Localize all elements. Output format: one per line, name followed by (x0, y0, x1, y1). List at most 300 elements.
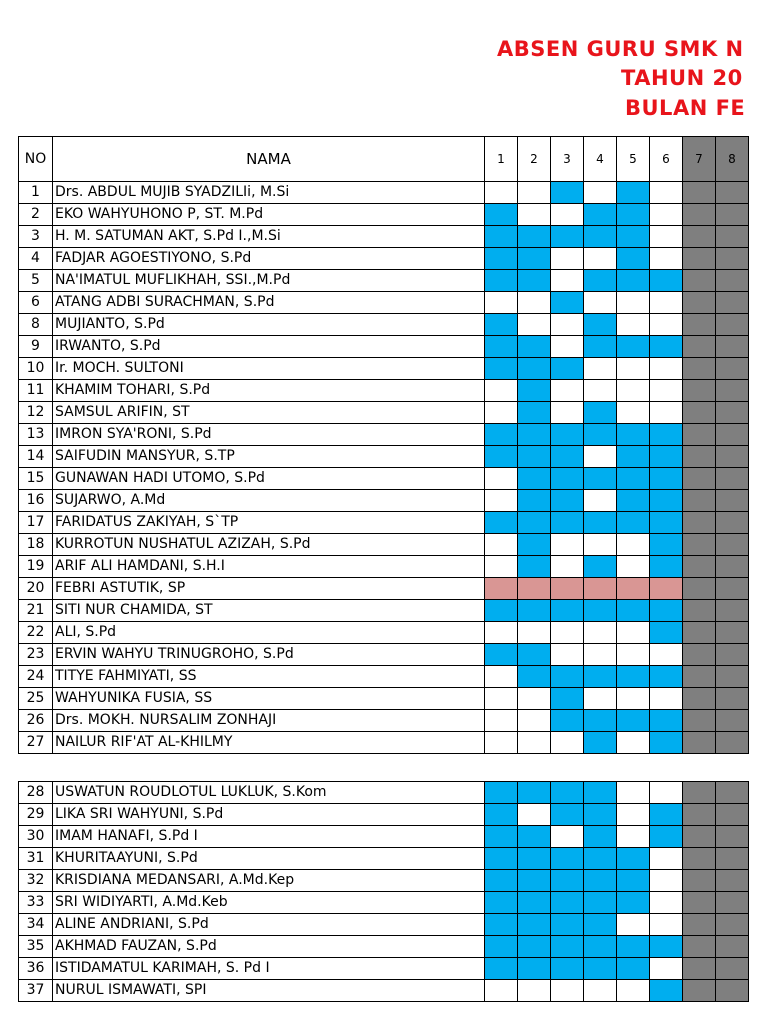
day-cell-present[interactable] (485, 870, 518, 892)
day-cell-present[interactable] (485, 424, 518, 446)
day-cell-off[interactable] (716, 892, 749, 914)
day-cell-present[interactable] (617, 600, 650, 622)
day-cell-highlight[interactable] (617, 578, 650, 600)
day-cell-off[interactable] (716, 710, 749, 732)
day-cell-present[interactable] (584, 600, 617, 622)
day-cell-present[interactable] (584, 666, 617, 688)
day-cell-off[interactable] (683, 732, 716, 754)
day-cell-off[interactable] (716, 292, 749, 314)
day-cell-empty[interactable] (485, 666, 518, 688)
day-cell-empty[interactable] (518, 182, 551, 204)
day-cell-present[interactable] (617, 182, 650, 204)
day-cell-empty[interactable] (485, 468, 518, 490)
day-cell-present[interactable] (584, 848, 617, 870)
day-cell-off[interactable] (683, 804, 716, 826)
day-cell-present[interactable] (551, 468, 584, 490)
header-name: NAMA (53, 137, 485, 182)
day-cell-off[interactable] (716, 226, 749, 248)
day-cell-present[interactable] (485, 512, 518, 534)
day-cell-off[interactable] (683, 782, 716, 804)
day-cell-off[interactable] (716, 556, 749, 578)
day-cell-off[interactable] (683, 248, 716, 270)
day-cell-empty[interactable] (650, 914, 683, 936)
day-cell-empty[interactable] (551, 402, 584, 424)
day-cell-present[interactable] (650, 270, 683, 292)
day-cell-present[interactable] (617, 424, 650, 446)
day-cell-present[interactable] (617, 248, 650, 270)
day-cell-highlight[interactable] (650, 578, 683, 600)
day-cell-empty[interactable] (617, 292, 650, 314)
day-cell-present[interactable] (551, 512, 584, 534)
day-cell-present[interactable] (617, 204, 650, 226)
day-cell-present[interactable] (617, 848, 650, 870)
day-cell-off[interactable] (716, 358, 749, 380)
day-cell-off[interactable] (683, 380, 716, 402)
day-cell-present[interactable] (485, 848, 518, 870)
day-cell-off[interactable] (716, 980, 749, 1002)
day-cell-off[interactable] (683, 490, 716, 512)
day-cell-present[interactable] (584, 870, 617, 892)
table-row (19, 644, 749, 666)
day-cell-present[interactable] (584, 270, 617, 292)
day-cell-present[interactable] (518, 556, 551, 578)
day-cell-off[interactable] (683, 358, 716, 380)
day-cell-empty[interactable] (551, 248, 584, 270)
day-cell-present[interactable] (617, 468, 650, 490)
day-cell-present[interactable] (518, 826, 551, 848)
day-cell-empty[interactable] (650, 314, 683, 336)
day-cell-empty[interactable] (518, 292, 551, 314)
table-row (19, 358, 749, 380)
day-cell-empty[interactable] (551, 556, 584, 578)
day-cell-empty[interactable] (518, 804, 551, 826)
day-cell-present[interactable] (485, 314, 518, 336)
day-cell-empty[interactable] (485, 182, 518, 204)
day-cell-off[interactable] (716, 446, 749, 468)
day-cell-empty[interactable] (551, 380, 584, 402)
day-cell-present[interactable] (551, 892, 584, 914)
day-cell-present[interactable] (617, 710, 650, 732)
day-cell-present[interactable] (551, 914, 584, 936)
day-cell-off[interactable] (716, 204, 749, 226)
day-cell-present[interactable] (617, 490, 650, 512)
day-cell-off[interactable] (716, 380, 749, 402)
day-cell-present[interactable] (551, 870, 584, 892)
day-cell-empty[interactable] (485, 622, 518, 644)
day-cell-present[interactable] (485, 358, 518, 380)
day-cell-empty[interactable] (584, 248, 617, 270)
day-cell-present[interactable] (584, 512, 617, 534)
day-cell-present[interactable] (518, 380, 551, 402)
day-cell-present[interactable] (551, 958, 584, 980)
table-row (19, 226, 749, 248)
day-cell-empty[interactable] (650, 688, 683, 710)
day-cell-present[interactable] (518, 892, 551, 914)
day-cell-empty[interactable] (584, 446, 617, 468)
row-number: 22 (19, 622, 53, 644)
day-cell-empty[interactable] (617, 402, 650, 424)
day-cell-present[interactable] (518, 226, 551, 248)
day-cell-present[interactable] (551, 600, 584, 622)
day-cell-empty[interactable] (485, 534, 518, 556)
day-cell-present[interactable] (584, 402, 617, 424)
day-cell-off[interactable] (716, 914, 749, 936)
day-cell-empty[interactable] (584, 534, 617, 556)
day-cell-present[interactable] (650, 804, 683, 826)
day-cell-empty[interactable] (551, 204, 584, 226)
day-cell-off[interactable] (716, 248, 749, 270)
day-cell-empty[interactable] (584, 292, 617, 314)
day-cell-present[interactable] (650, 446, 683, 468)
day-cell-off[interactable] (683, 424, 716, 446)
header-day: 5 (617, 137, 650, 182)
day-cell-empty[interactable] (650, 870, 683, 892)
day-cell-present[interactable] (485, 336, 518, 358)
day-cell-empty[interactable] (584, 182, 617, 204)
day-cell-present[interactable] (617, 226, 650, 248)
day-cell-off[interactable] (683, 826, 716, 848)
row-number: 3 (19, 226, 53, 248)
day-cell-empty[interactable] (551, 826, 584, 848)
day-cell-present[interactable] (485, 826, 518, 848)
day-cell-empty[interactable] (650, 958, 683, 980)
day-cell-present[interactable] (650, 600, 683, 622)
day-cell-present[interactable] (650, 512, 683, 534)
day-cell-present[interactable] (551, 666, 584, 688)
day-cell-empty[interactable] (650, 402, 683, 424)
day-cell-off[interactable] (683, 666, 716, 688)
day-cell-present[interactable] (518, 402, 551, 424)
day-cell-present[interactable] (485, 446, 518, 468)
day-cell-empty[interactable] (650, 182, 683, 204)
day-cell-empty[interactable] (518, 688, 551, 710)
day-cell-present[interactable] (584, 468, 617, 490)
day-cell-off[interactable] (716, 512, 749, 534)
day-cell-present[interactable] (518, 782, 551, 804)
day-cell-present[interactable] (650, 710, 683, 732)
day-cell-present[interactable] (551, 358, 584, 380)
day-cell-off[interactable] (716, 666, 749, 688)
day-cell-off[interactable] (683, 600, 716, 622)
day-cell-highlight[interactable] (518, 578, 551, 600)
day-cell-present[interactable] (617, 336, 650, 358)
day-cell-present[interactable] (650, 666, 683, 688)
day-cell-empty[interactable] (485, 402, 518, 424)
day-cell-present[interactable] (584, 204, 617, 226)
day-cell-empty[interactable] (551, 314, 584, 336)
day-cell-off[interactable] (716, 848, 749, 870)
day-cell-empty[interactable] (518, 622, 551, 644)
day-cell-present[interactable] (584, 556, 617, 578)
day-cell-present[interactable] (551, 446, 584, 468)
day-cell-present[interactable] (485, 644, 518, 666)
day-cell-present[interactable] (551, 292, 584, 314)
day-cell-present[interactable] (584, 936, 617, 958)
day-cell-present[interactable] (584, 710, 617, 732)
day-cell-present[interactable] (650, 980, 683, 1002)
day-cell-present[interactable] (584, 958, 617, 980)
day-cell-empty[interactable] (584, 380, 617, 402)
day-cell-empty[interactable] (551, 270, 584, 292)
day-cell-present[interactable] (584, 226, 617, 248)
day-cell-present[interactable] (650, 936, 683, 958)
day-cell-off[interactable] (683, 402, 716, 424)
day-cell-present[interactable] (518, 468, 551, 490)
day-cell-empty[interactable] (485, 710, 518, 732)
day-cell-empty[interactable] (485, 688, 518, 710)
day-cell-present[interactable] (650, 622, 683, 644)
day-cell-off[interactable] (716, 958, 749, 980)
day-cell-present[interactable] (518, 248, 551, 270)
day-cell-present[interactable] (617, 512, 650, 534)
day-cell-present[interactable] (650, 556, 683, 578)
row-number: 25 (19, 688, 53, 710)
day-cell-off[interactable] (716, 600, 749, 622)
day-cell-empty[interactable] (617, 556, 650, 578)
day-cell-empty[interactable] (617, 644, 650, 666)
day-cell-empty[interactable] (551, 732, 584, 754)
table-row (19, 204, 749, 226)
day-cell-empty[interactable] (650, 248, 683, 270)
day-cell-off[interactable] (683, 534, 716, 556)
day-cell-off[interactable] (716, 424, 749, 446)
day-cell-present[interactable] (617, 446, 650, 468)
day-cell-off[interactable] (716, 336, 749, 358)
day-cell-present[interactable] (485, 270, 518, 292)
day-cell-empty[interactable] (617, 804, 650, 826)
day-cell-present[interactable] (485, 958, 518, 980)
day-cell-empty[interactable] (485, 292, 518, 314)
day-cell-empty[interactable] (650, 204, 683, 226)
day-cell-off[interactable] (716, 314, 749, 336)
day-cell-off[interactable] (683, 710, 716, 732)
day-cell-highlight[interactable] (485, 578, 518, 600)
day-cell-present[interactable] (485, 600, 518, 622)
day-cell-empty[interactable] (485, 732, 518, 754)
day-cell-present[interactable] (584, 804, 617, 826)
day-cell-present[interactable] (617, 666, 650, 688)
day-cell-present[interactable] (650, 534, 683, 556)
day-cell-off[interactable] (716, 870, 749, 892)
day-cell-off[interactable] (683, 270, 716, 292)
day-cell-empty[interactable] (650, 292, 683, 314)
day-cell-empty[interactable] (551, 534, 584, 556)
day-cell-present[interactable] (518, 512, 551, 534)
day-cell-highlight[interactable] (551, 578, 584, 600)
day-cell-off[interactable] (683, 870, 716, 892)
day-cell-present[interactable] (584, 782, 617, 804)
day-cell-empty[interactable] (650, 848, 683, 870)
day-cell-empty[interactable] (584, 358, 617, 380)
day-cell-off[interactable] (683, 468, 716, 490)
day-cell-off[interactable] (683, 914, 716, 936)
day-cell-empty[interactable] (617, 732, 650, 754)
day-cell-off[interactable] (683, 892, 716, 914)
day-cell-present[interactable] (485, 248, 518, 270)
day-cell-empty[interactable] (485, 490, 518, 512)
day-cell-present[interactable] (551, 782, 584, 804)
day-cell-present[interactable] (650, 468, 683, 490)
day-cell-off[interactable] (683, 688, 716, 710)
day-cell-present[interactable] (551, 424, 584, 446)
day-cell-empty[interactable] (617, 782, 650, 804)
day-cell-off[interactable] (683, 622, 716, 644)
day-cell-off[interactable] (716, 804, 749, 826)
day-cell-present[interactable] (617, 270, 650, 292)
day-cell-highlight[interactable] (584, 578, 617, 600)
day-cell-off[interactable] (716, 468, 749, 490)
day-cell-present[interactable] (617, 892, 650, 914)
day-cell-empty[interactable] (518, 204, 551, 226)
day-cell-present[interactable] (584, 732, 617, 754)
day-cell-present[interactable] (518, 644, 551, 666)
day-cell-empty[interactable] (518, 314, 551, 336)
day-cell-present[interactable] (485, 892, 518, 914)
day-cell-present[interactable] (551, 688, 584, 710)
day-cell-present[interactable] (485, 782, 518, 804)
day-cell-off[interactable] (683, 980, 716, 1002)
day-cell-present[interactable] (551, 226, 584, 248)
day-cell-present[interactable] (551, 710, 584, 732)
day-cell-empty[interactable] (551, 622, 584, 644)
day-cell-off[interactable] (716, 578, 749, 600)
day-cell-present[interactable] (518, 914, 551, 936)
day-cell-empty[interactable] (518, 710, 551, 732)
day-cell-present[interactable] (551, 804, 584, 826)
day-cell-off[interactable] (683, 226, 716, 248)
day-cell-present[interactable] (485, 936, 518, 958)
day-cell-present[interactable] (485, 914, 518, 936)
day-cell-off[interactable] (716, 622, 749, 644)
day-cell-off[interactable] (716, 490, 749, 512)
day-cell-present[interactable] (518, 446, 551, 468)
sheet-title-line-1: ABSEN GURU SMK N (497, 37, 744, 61)
day-cell-empty[interactable] (650, 892, 683, 914)
day-cell-off[interactable] (683, 848, 716, 870)
day-cell-present[interactable] (518, 270, 551, 292)
day-cell-off[interactable] (716, 732, 749, 754)
day-cell-off[interactable] (716, 270, 749, 292)
day-cell-present[interactable] (518, 848, 551, 870)
day-cell-present[interactable] (584, 914, 617, 936)
day-cell-present[interactable] (518, 600, 551, 622)
day-cell-empty[interactable] (617, 688, 650, 710)
day-cell-off[interactable] (683, 512, 716, 534)
day-cell-present[interactable] (518, 936, 551, 958)
day-cell-off[interactable] (683, 182, 716, 204)
day-cell-off[interactable] (716, 182, 749, 204)
day-cell-empty[interactable] (650, 358, 683, 380)
day-cell-empty[interactable] (518, 980, 551, 1002)
day-cell-present[interactable] (485, 204, 518, 226)
day-cell-present[interactable] (650, 336, 683, 358)
day-cell-present[interactable] (551, 936, 584, 958)
day-cell-off[interactable] (716, 644, 749, 666)
day-cell-empty[interactable] (551, 644, 584, 666)
day-cell-off[interactable] (716, 936, 749, 958)
day-cell-empty[interactable] (584, 622, 617, 644)
day-cell-present[interactable] (617, 936, 650, 958)
day-cell-present[interactable] (518, 490, 551, 512)
day-cell-off[interactable] (683, 936, 716, 958)
day-cell-present[interactable] (485, 804, 518, 826)
day-cell-empty[interactable] (584, 490, 617, 512)
day-cell-present[interactable] (518, 870, 551, 892)
day-cell-present[interactable] (650, 424, 683, 446)
teacher-name: SAMSUL ARIFIN, ST (53, 402, 485, 424)
day-cell-empty[interactable] (617, 622, 650, 644)
day-cell-present[interactable] (551, 848, 584, 870)
day-cell-empty[interactable] (650, 380, 683, 402)
day-cell-off[interactable] (716, 826, 749, 848)
day-cell-off[interactable] (683, 336, 716, 358)
day-cell-empty[interactable] (485, 556, 518, 578)
day-cell-empty[interactable] (617, 826, 650, 848)
day-cell-off[interactable] (683, 204, 716, 226)
day-cell-present[interactable] (518, 958, 551, 980)
day-cell-empty[interactable] (617, 380, 650, 402)
day-cell-off[interactable] (716, 402, 749, 424)
day-cell-off[interactable] (683, 644, 716, 666)
day-cell-present[interactable] (518, 424, 551, 446)
day-cell-empty[interactable] (485, 980, 518, 1002)
day-cell-empty[interactable] (617, 314, 650, 336)
day-cell-empty[interactable] (650, 644, 683, 666)
day-cell-empty[interactable] (617, 980, 650, 1002)
day-cell-present[interactable] (617, 958, 650, 980)
day-cell-empty[interactable] (617, 914, 650, 936)
day-cell-present[interactable] (650, 826, 683, 848)
day-cell-present[interactable] (584, 314, 617, 336)
day-cell-empty[interactable] (518, 732, 551, 754)
day-cell-empty[interactable] (584, 980, 617, 1002)
day-cell-empty[interactable] (617, 534, 650, 556)
day-cell-off[interactable] (716, 688, 749, 710)
day-cell-off[interactable] (716, 782, 749, 804)
day-cell-off[interactable] (683, 556, 716, 578)
day-cell-empty[interactable] (650, 782, 683, 804)
day-cell-present[interactable] (518, 534, 551, 556)
day-cell-present[interactable] (650, 732, 683, 754)
day-cell-off[interactable] (716, 534, 749, 556)
day-cell-empty[interactable] (617, 358, 650, 380)
day-cell-off[interactable] (683, 446, 716, 468)
day-cell-empty[interactable] (584, 644, 617, 666)
day-cell-present[interactable] (584, 336, 617, 358)
day-cell-present[interactable] (584, 424, 617, 446)
day-cell-empty[interactable] (584, 688, 617, 710)
day-cell-empty[interactable] (650, 226, 683, 248)
day-cell-present[interactable] (518, 666, 551, 688)
day-cell-empty[interactable] (551, 980, 584, 1002)
day-cell-present[interactable] (617, 870, 650, 892)
day-cell-off[interactable] (683, 292, 716, 314)
teacher-name: H. M. SATUMAN AKT, S.Pd I.,M.Si (53, 226, 485, 248)
day-cell-present[interactable] (485, 226, 518, 248)
day-cell-present[interactable] (584, 826, 617, 848)
day-cell-present[interactable] (650, 490, 683, 512)
day-cell-present[interactable] (584, 892, 617, 914)
day-cell-off[interactable] (683, 578, 716, 600)
day-cell-present[interactable] (518, 358, 551, 380)
day-cell-present[interactable] (551, 182, 584, 204)
day-cell-empty[interactable] (485, 380, 518, 402)
day-cell-present[interactable] (551, 490, 584, 512)
day-cell-present[interactable] (518, 336, 551, 358)
day-cell-off[interactable] (683, 314, 716, 336)
day-cell-empty[interactable] (551, 336, 584, 358)
day-cell-off[interactable] (683, 958, 716, 980)
